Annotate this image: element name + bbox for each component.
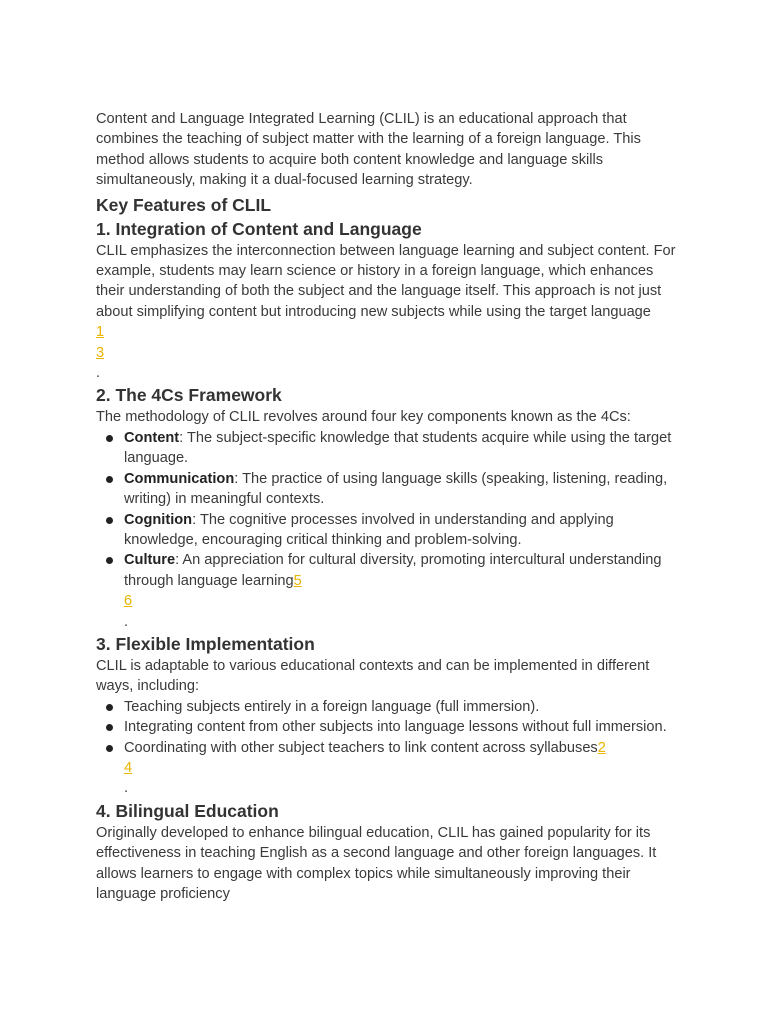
desc-communication: : The practice of using language skills (speaking, listening, reading, writing) in meaningful contexts.	[124, 470, 668, 508]
term-cognition: Cognition	[124, 511, 193, 528]
section-1-body: CLIL emphasizes the interconnection between language learning and subject content. For example, students may learn science or history in a foreign language, which enhances their understanding of both the subject and the language itself. This approach is not just about simplifying content but introducing new subjects while using the target language	[96, 242, 676, 320]
section-2-heading: 2. The 4Cs Framework	[96, 385, 282, 406]
section-1-refs	[96, 322, 676, 383]
ref-link-5[interactable]: 5	[293, 572, 302, 589]
ref-link-3[interactable]: 3	[96, 344, 105, 361]
ref-link-1[interactable]: 1	[96, 324, 105, 341]
section-4-heading: 4. Bilingual Education	[96, 800, 279, 821]
list-item-communication	[124, 469, 676, 510]
ref-link-6[interactable]: 6	[124, 593, 133, 610]
coordinating-text: Coordinating with other subject teachers to link content across syllabuses	[124, 739, 598, 756]
section-2-intro: The methodology of CLIL revolves around four key components known as the 4Cs:	[96, 409, 631, 426]
desc-culture: : An appreciation for cultural diversity, promoting intercultural understanding through language learning	[124, 552, 662, 589]
term-culture: Culture	[124, 552, 176, 569]
list-item: Teaching subjects entirely in a foreign language (full immersion).	[124, 697, 676, 717]
implementation-list	[96, 697, 676, 799]
term-communication: Communication	[124, 470, 235, 487]
section-4-body: Originally developed to enhance bilingual education, CLIL has gained popularity for its effectiveness in teaching English as a second language and other foreign languages. It allows learners to engage with complex topics while simultaneously improving their language proficiency	[96, 824, 657, 902]
desc-cognition: : The cognitive processes involved in understanding and applying knowledge, encouraging critical thinking and problem-solving.	[124, 511, 614, 548]
article	[96, 109, 676, 904]
ref-link-4[interactable]: 4	[124, 759, 133, 776]
key-features-heading: Key Features of CLIL	[96, 194, 272, 215]
section-3-intro: CLIL is adaptable to various educational contexts and can be implemented in different ways, including:	[96, 657, 650, 695]
intro-paragraph: Content and Language Integrated Learning (CLIL) is an educational approach that combines the teaching of subject matter with the learning of a foreign language. This method allows students to acquire both content knowledge and language skills simultaneously, making it a dual-focused learning strategy.	[96, 111, 641, 189]
section-3-end-period: .	[124, 780, 129, 797]
list-item: Integrating content from other subjects into language lessons without full immersion.	[124, 717, 676, 737]
desc-content: : The subject-specific knowledge that students acquire while using the target language.	[124, 429, 672, 467]
4cs-list	[96, 428, 676, 632]
ref-link-2[interactable]: 2	[597, 739, 606, 756]
list-item-content	[124, 428, 676, 469]
list-item-coordinating	[124, 738, 676, 799]
section-2-end-period: .	[124, 613, 129, 630]
section-3-heading: 3. Flexible Implementation	[96, 633, 315, 654]
list-item-culture	[124, 550, 676, 632]
section-1-heading: 1. Integration of Content and Language	[96, 218, 422, 239]
section-1-end-period: .	[96, 365, 101, 382]
term-content: Content	[124, 429, 180, 446]
list-item-cognition	[124, 510, 676, 551]
